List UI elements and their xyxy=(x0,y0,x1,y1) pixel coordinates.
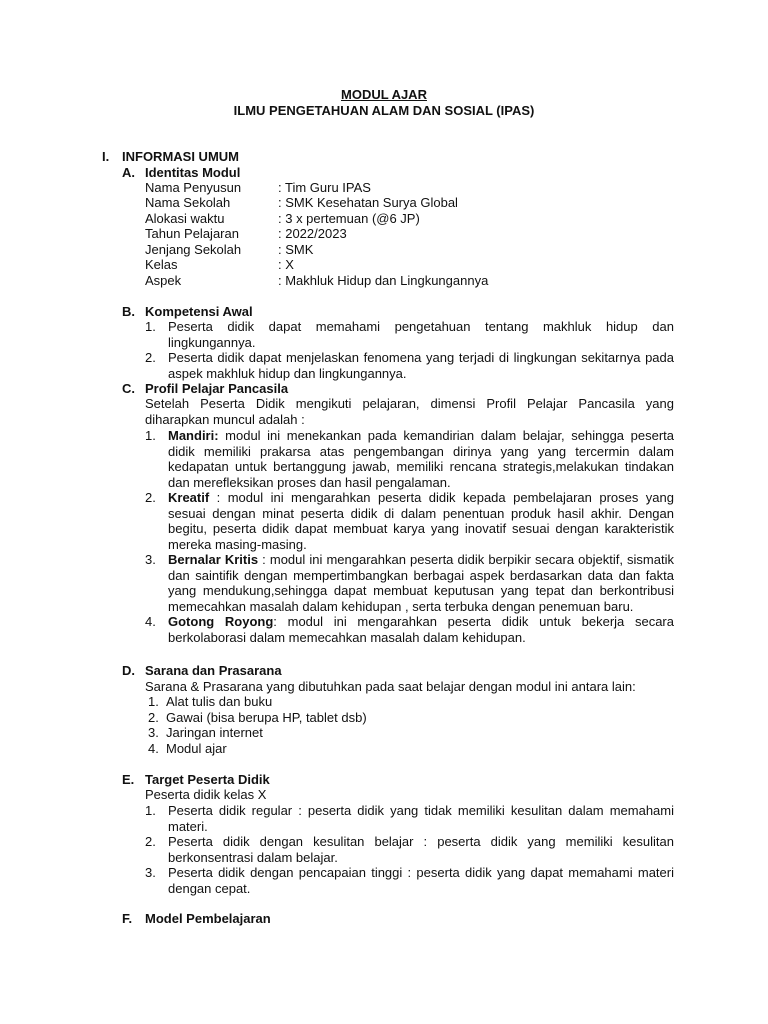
list-item xyxy=(145,614,674,645)
list-number: 4. xyxy=(148,740,159,756)
identity-value: : 2022/2023 xyxy=(278,226,347,241)
list-number: 2. xyxy=(145,834,156,849)
list-item xyxy=(145,865,674,896)
list-text: : modul ini mengarahkan peserta didik kepada pembelajaran proses yang sesuai dengan minat peserta didik di dalam penentuan produk hasil akhir. Dengan begitu, peserta didik dapat membuat karya yang inovatif sesuai dengan karakteristik mereka masing-masing. xyxy=(168,490,674,552)
subsection-number: A. xyxy=(122,165,135,180)
subsection-sarana-prasarana xyxy=(122,663,282,679)
subsection-title: Profil Pelajar Pancasila xyxy=(145,381,289,396)
list-term: Bernalar Kritis xyxy=(168,552,259,567)
identity-label: Alokasi waktu xyxy=(145,211,225,226)
list-term: Mandiri: xyxy=(168,428,219,443)
list-text: Peserta didik dapat memahami pengetahuan tentang makhluk hidup dan lingkungannya. xyxy=(168,319,674,350)
identity-row xyxy=(145,242,685,258)
list-item xyxy=(145,490,674,552)
target-list xyxy=(145,803,674,896)
list-text: Gawai (bisa berupa HP, tablet dsb) xyxy=(166,709,367,725)
subsection-title: Kompetensi Awal xyxy=(145,304,253,319)
identity-row xyxy=(145,180,685,196)
list-number: 3. xyxy=(145,552,156,567)
list-number: 1. xyxy=(145,428,156,443)
subsection-profil-pelajar xyxy=(122,381,288,397)
identity-value: : 3 x pertemuan (@6 JP) xyxy=(278,211,420,226)
list-text: : modul ini mengarahkan peserta didik untuk bekerja secara berkolaborasi dalam memecahkan masalah dalam kehidupan. xyxy=(168,614,674,645)
identity-label: Nama Penyusun xyxy=(145,180,242,195)
subsection-title: Identitas Modul xyxy=(145,165,241,180)
identity-row xyxy=(145,257,685,273)
list-item xyxy=(145,725,674,741)
list-item xyxy=(145,428,674,490)
kompetensi-list xyxy=(145,319,674,381)
list-text: Jaringan internet xyxy=(166,725,263,740)
list-term: Gotong Royong xyxy=(168,614,274,629)
subsection-title: Model Pembelajaran xyxy=(145,911,271,926)
identity-label: Nama Sekolah xyxy=(145,195,231,210)
identity-row xyxy=(145,211,685,227)
identity-label: Kelas xyxy=(145,257,178,272)
subsection-title: Sarana dan Prasarana xyxy=(145,663,282,678)
section-number: I. xyxy=(102,149,110,164)
subsection-target-peserta xyxy=(122,772,270,788)
identity-value: : Tim Guru IPAS xyxy=(278,180,371,195)
list-number: 3. xyxy=(148,725,159,740)
profil-intro: Setelah Peserta Didik mengikuti pelajaran, dimensi Profil Pelajar Pancasila yang diharapkan muncul adalah : xyxy=(145,396,674,427)
subsection-model-pembelajaran xyxy=(122,911,271,927)
subsection-number: E. xyxy=(122,772,135,787)
identity-value: : SMK Kesehatan Surya Global xyxy=(278,195,458,210)
subsection-kompetensi-awal xyxy=(122,304,253,320)
list-text: Peserta didik regular : peserta didik yang tidak memiliki kesulitan dalam memahami materi. xyxy=(168,803,674,834)
sarana-intro: Sarana & Prasarana yang dibutuhkan pada saat belajar dengan modul ini antara lain: xyxy=(145,679,636,694)
list-item xyxy=(145,741,674,757)
list-text: Peserta didik dengan kesulitan belajar : peserta didik yang memiliki kesulitan berkonsentrasi dalam belajar. xyxy=(168,834,674,865)
document-title: MODUL AJAR xyxy=(341,87,427,102)
list-number: 1. xyxy=(145,803,156,818)
document-subtitle: ILMU PENGETAHUAN ALAM DAN SOSIAL (IPAS) xyxy=(233,103,535,118)
identity-value: : SMK xyxy=(278,242,314,257)
list-item xyxy=(145,552,674,614)
identity-row xyxy=(145,273,685,289)
subsection-number: F. xyxy=(122,911,133,926)
list-number: 2. xyxy=(148,709,159,725)
identity-value: : X xyxy=(278,257,294,272)
list-item xyxy=(145,803,674,834)
list-number: 1. xyxy=(145,319,156,334)
list-item xyxy=(145,319,674,350)
list-text: modul ini menekankan pada kemandirian dalam belajar, sehingga peserta didik memiliki prakarsa atas pengembangan dirinya yang yang tercermin dalam kedapatan untuk bertanggung jawab, memiliki rencana strategis,melakukan tindakan dan merefleksikan proses dan hasil pengalaman. xyxy=(168,428,674,490)
list-number: 1. xyxy=(148,694,159,709)
target-intro: Peserta didik kelas X xyxy=(145,787,267,802)
list-number: 2. xyxy=(145,350,156,365)
identity-label: Aspek xyxy=(145,273,182,288)
list-number: 3. xyxy=(145,865,156,880)
subsection-number: B. xyxy=(122,304,135,319)
identity-label: Jenjang Sekolah xyxy=(145,242,242,257)
identity-value: : Makhluk Hidup dan Lingkungannya xyxy=(278,273,489,288)
subsection-number: C. xyxy=(122,381,135,396)
subsection-identitas-modul xyxy=(122,165,240,181)
list-item xyxy=(145,710,674,726)
subsection-title: Target Peserta Didik xyxy=(145,772,270,787)
list-text: : modul ini mengarahkan peserta didik berpikir secara objektif, sismatik dan saintifik dengan mempertimbangkan berbagai aspek berdasarkan data dan fakta yang mendukung,sehingga dapat membuat keputusan yang tepat dan berkontribusi memecahkan masalah dalam kehidupan , serta terbuka dengan penemuan baru. xyxy=(168,552,674,614)
identity-label: Tahun Pelajaran xyxy=(145,226,239,241)
identity-row xyxy=(145,226,685,242)
identity-row xyxy=(145,195,685,211)
list-item xyxy=(145,694,674,710)
section-title: INFORMASI UMUM xyxy=(122,149,239,164)
profil-list xyxy=(145,428,674,645)
list-number: 2. xyxy=(145,490,156,505)
list-text: Modul ajar xyxy=(166,740,227,756)
list-number: 4. xyxy=(145,614,156,629)
sarana-list xyxy=(145,694,674,756)
list-item xyxy=(145,350,674,381)
list-text: Alat tulis dan buku xyxy=(166,694,273,709)
list-text: Peserta didik dapat menjelaskan fenomena yang terjadi di lingkungan sekitarnya pada aspek makhluk hidup dan lingkungannya. xyxy=(168,350,674,381)
list-item xyxy=(145,834,674,865)
list-text: Peserta didik dengan pencapaian tinggi : peserta didik yang dapat memahami materi dengan cepat. xyxy=(168,865,674,896)
section-informasi-umum xyxy=(102,149,239,165)
subsection-number: D. xyxy=(122,663,135,678)
list-term: Kreatif xyxy=(168,490,210,505)
